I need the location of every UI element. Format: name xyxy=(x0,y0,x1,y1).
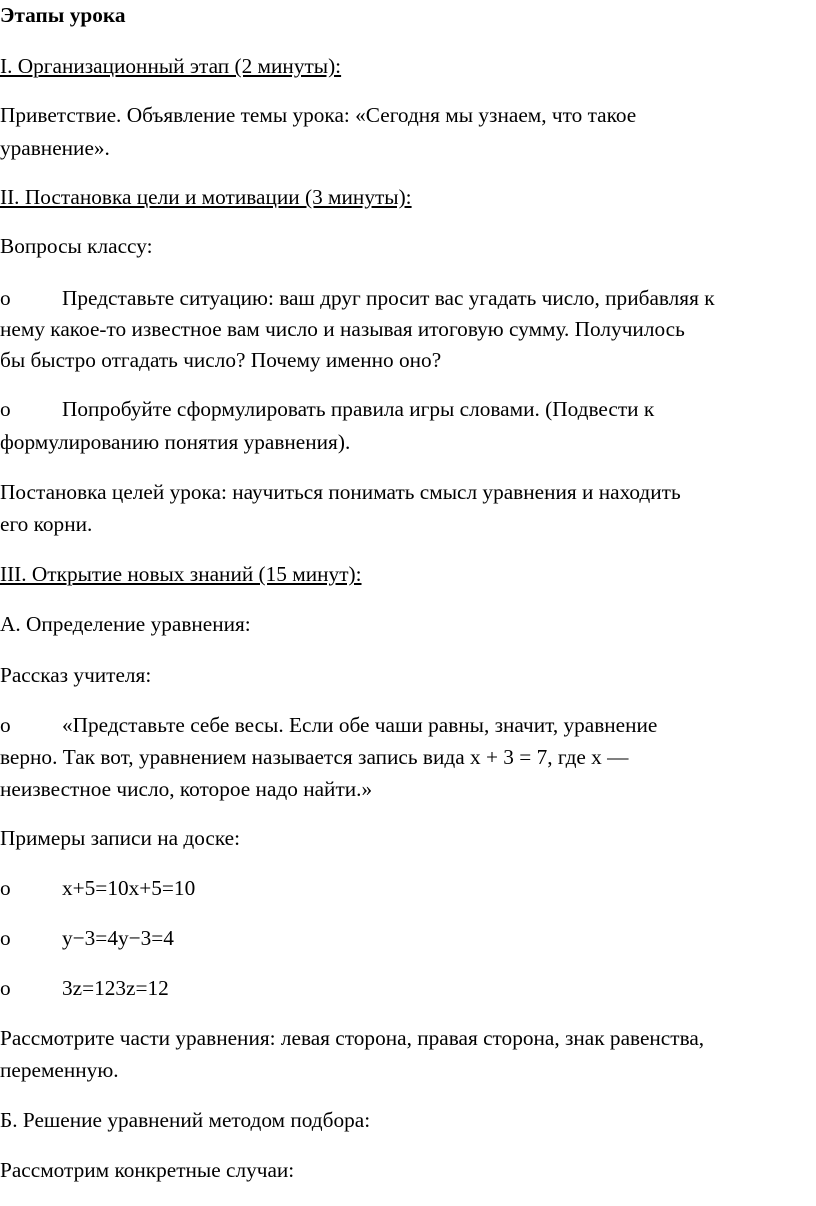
bullet-marker: o xyxy=(0,976,11,1000)
greeting-line-2: уравнение». xyxy=(0,136,110,160)
lesson-goal-line-2: его корни. xyxy=(0,512,93,536)
section-3-heading: III. Открытие новых знаний (15 минут): xyxy=(0,562,362,586)
bullet-marker: o xyxy=(0,876,11,900)
equation-parts-line-2: переменную. xyxy=(0,1058,119,1082)
teacher-quote-line-2: верно. Так вот, уравнением называется запись вида x + 3 = 7, где x — xyxy=(0,745,629,769)
section-2-heading: II. Постановка цели и мотивации (3 минуты): xyxy=(0,185,412,209)
question-2-line-1: Попробуйте сформулировать правила игры словами. (Подвести к xyxy=(62,397,655,421)
bullet-marker: o xyxy=(0,713,11,737)
document-title: Этапы урока xyxy=(0,3,126,27)
teacher-quote-line-1: «Представьте себе весы. Если обе чаши равны, значит, уравнение xyxy=(62,713,658,737)
subsection-a-heading: А. Определение уравнения: xyxy=(0,612,251,636)
example-equation-3: 3z=123z=12 xyxy=(62,976,169,1000)
question-1-line-1: Представьте ситуацию: ваш друг просит вас угадать число, прибавляя к xyxy=(62,286,715,310)
question-1-line-2: нему какое-то известное вам число и называя итоговую сумму. Получилось xyxy=(0,317,685,341)
teacher-story-label: Рассказ учителя: xyxy=(0,663,152,687)
board-examples-label: Примеры записи на доске: xyxy=(0,826,241,850)
equation-parts-line-1: Рассмотрите части уравнения: левая сторона, правая сторона, знак равенства, xyxy=(0,1026,705,1050)
questions-intro: Вопросы классу: xyxy=(0,234,153,258)
greeting-line-1: Приветствие. Объявление темы урока: «Сегодня мы узнаем, что такое xyxy=(0,103,637,127)
question-1-line-3: бы быстро отгадать число? Почему именно оно? xyxy=(0,348,442,372)
example-equation-2: y−3=4y−3=4 xyxy=(62,926,174,950)
lesson-goal-line-1: Постановка целей урока: научиться понимать смысл уравнения и находить xyxy=(0,480,681,504)
bullet-marker: o xyxy=(0,286,11,310)
section-1-heading: I. Организационный этап (2 минуты): xyxy=(0,54,342,78)
subsection-b-heading: Б. Решение уравнений методом подбора: xyxy=(0,1108,371,1132)
question-2-line-2: формулированию понятия уравнения). xyxy=(0,430,351,454)
teacher-quote-line-3: неизвестное число, которое надо найти.» xyxy=(0,777,373,801)
example-equation-1: x+5=10x+5=10 xyxy=(62,876,196,900)
bullet-marker: o xyxy=(0,926,11,950)
bullet-marker: o xyxy=(0,397,11,421)
specific-cases-line: Рассмотрим конкретные случаи: xyxy=(0,1158,295,1182)
